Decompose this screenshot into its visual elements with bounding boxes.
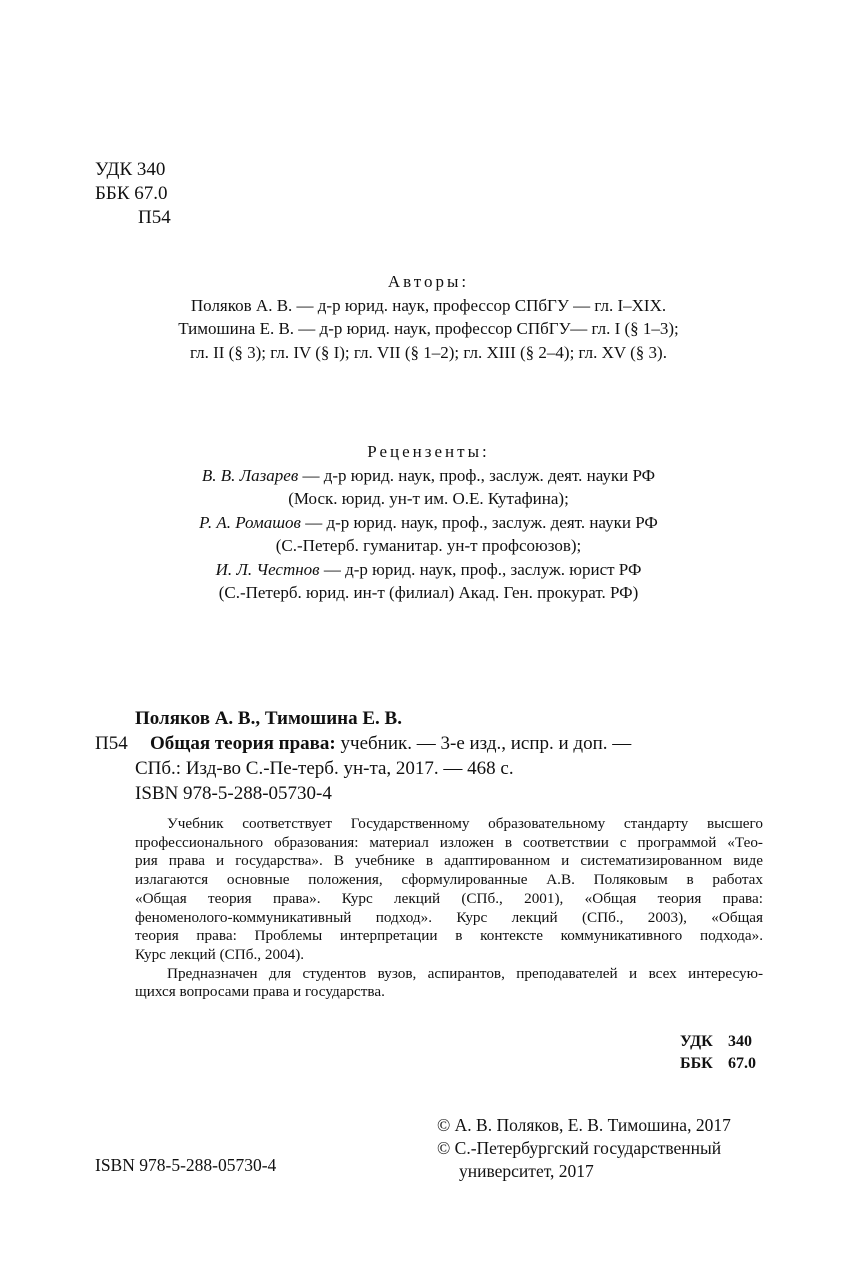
annotation-line: Предназначен для студентов вузов, аспирантов, преподавателей и всех интересую- — [167, 964, 763, 982]
bib-title-row — [95, 731, 631, 756]
annotation-line: щихся вопросами права и государства. — [135, 983, 385, 1001]
reviewer-line — [0, 558, 857, 582]
bbk-code: ББК 67.0 — [95, 183, 168, 204]
annotation-line: феноменолого-коммуникативный подход». Курс лекций (СПб., 2003), «Общая — [135, 908, 763, 926]
copyright-block — [437, 1114, 731, 1183]
reviewer-name: В. В. Лазарев — [201, 465, 299, 485]
udk-label: УДК — [680, 1033, 713, 1050]
isbn-bottom: ISBN 978-5-288-05730-4 — [95, 1155, 277, 1175]
reviewer-name: И. Л. Честнов — [215, 559, 320, 579]
bib-isbn: ISBN 978-5-288-05730-4 — [135, 783, 332, 804]
annotation-line: профессионального образования: материал изложен в соответствии с программой «Тео- — [135, 833, 763, 851]
authors-line: Поляков А. В. — д-р юрид. наук, профессор СПбГУ — гл. I–XIX. — [190, 295, 667, 315]
bib-title: Общая теория права: — [150, 733, 336, 754]
bib-authors: Поляков А. В., Тимошина Е. В. — [135, 708, 402, 729]
annotation — [135, 815, 763, 1002]
reviewer-name: Р. А. Ромашов — [199, 512, 301, 532]
copyright-line: © С.-Петербургский государственный — [437, 1138, 722, 1158]
annotation-line: Курс лекций (СПб., 2004). — [135, 945, 305, 963]
udk-value: 340 — [728, 1033, 752, 1050]
copyright-line: университет, 2017 — [459, 1161, 594, 1181]
reviewer-org: (Моск. юрид. ун-т им. О.Е. Кутафина); — [288, 489, 569, 508]
udk-block-top — [95, 158, 171, 230]
authors-section — [0, 270, 857, 364]
reviewers-section — [0, 440, 857, 605]
annotation-paragraph — [135, 965, 763, 1002]
reviewers-heading: Рецензенты: — [367, 442, 490, 461]
annotation-paragraph — [135, 815, 763, 965]
reviewer-org: (С.-Петерб. гуманитар. ун-т профсоюзов); — [275, 536, 582, 555]
annotation-line: излагаются основные положения, сформулированные А.В. Поляковым в работах — [135, 871, 763, 889]
authors-heading: Авторы: — [387, 272, 470, 291]
annotation-line: Учебник соответствует Государственному образовательному стандарту высшего — [167, 815, 763, 832]
authors-line: Тимошина Е. В. — д-р юрид. наук, профессор СПбГУ— гл. I (§ 1–3); — [178, 319, 679, 338]
bibliographic-record — [95, 706, 631, 806]
reviewer-title: — д-р юрид. наук, проф., заслуж. юрист РФ — [319, 559, 642, 579]
bbk-label: ББК — [680, 1055, 713, 1072]
authors-line: гл. II (§ 3); гл. IV (§ I); гл. VII (§ 1–2); гл. XIII (§ 2–4); гл. XV (§ 3). — [190, 342, 667, 362]
udk-code: УДК 340 — [95, 159, 166, 180]
author-mark: П54 — [138, 207, 171, 228]
reviewer-line — [0, 464, 857, 488]
reviewer-line — [0, 511, 857, 535]
udk-block-bottom — [680, 1031, 756, 1075]
bib-imprint: СПб.: Изд-во С.-Пе-терб. ун-та, 2017. — 468 с. — [135, 758, 514, 779]
bib-title-rest: учебник. — 3-е изд., испр. и доп. — — [335, 733, 632, 754]
bbk-value: 67.0 — [728, 1055, 756, 1072]
reviewer-title: — д-р юрид. наук, проф., заслуж. деят. науки РФ — [300, 512, 658, 532]
annotation-line: теория права: Проблемы интерпретации в контексте коммуникативного подхода». — [135, 927, 763, 945]
reviewer-title: — д-р юрид. наук, проф., заслуж. деят. науки РФ — [298, 465, 656, 485]
annotation-line: рия права и государства». В учебнике в адаптированном и систематизированном виде — [135, 852, 763, 870]
bib-code: П54 — [95, 733, 128, 754]
annotation-line: «Общая теория права». Курс лекций (СПб., 2001), «Общая теория права: — [135, 889, 763, 907]
copyright-line: © А. В. Поляков, Е. В. Тимошина, 2017 — [437, 1115, 731, 1135]
reviewer-org: (С.-Петерб. юрид. ин-т (филиал) Акад. Ген. прокурат. РФ) — [218, 583, 639, 602]
